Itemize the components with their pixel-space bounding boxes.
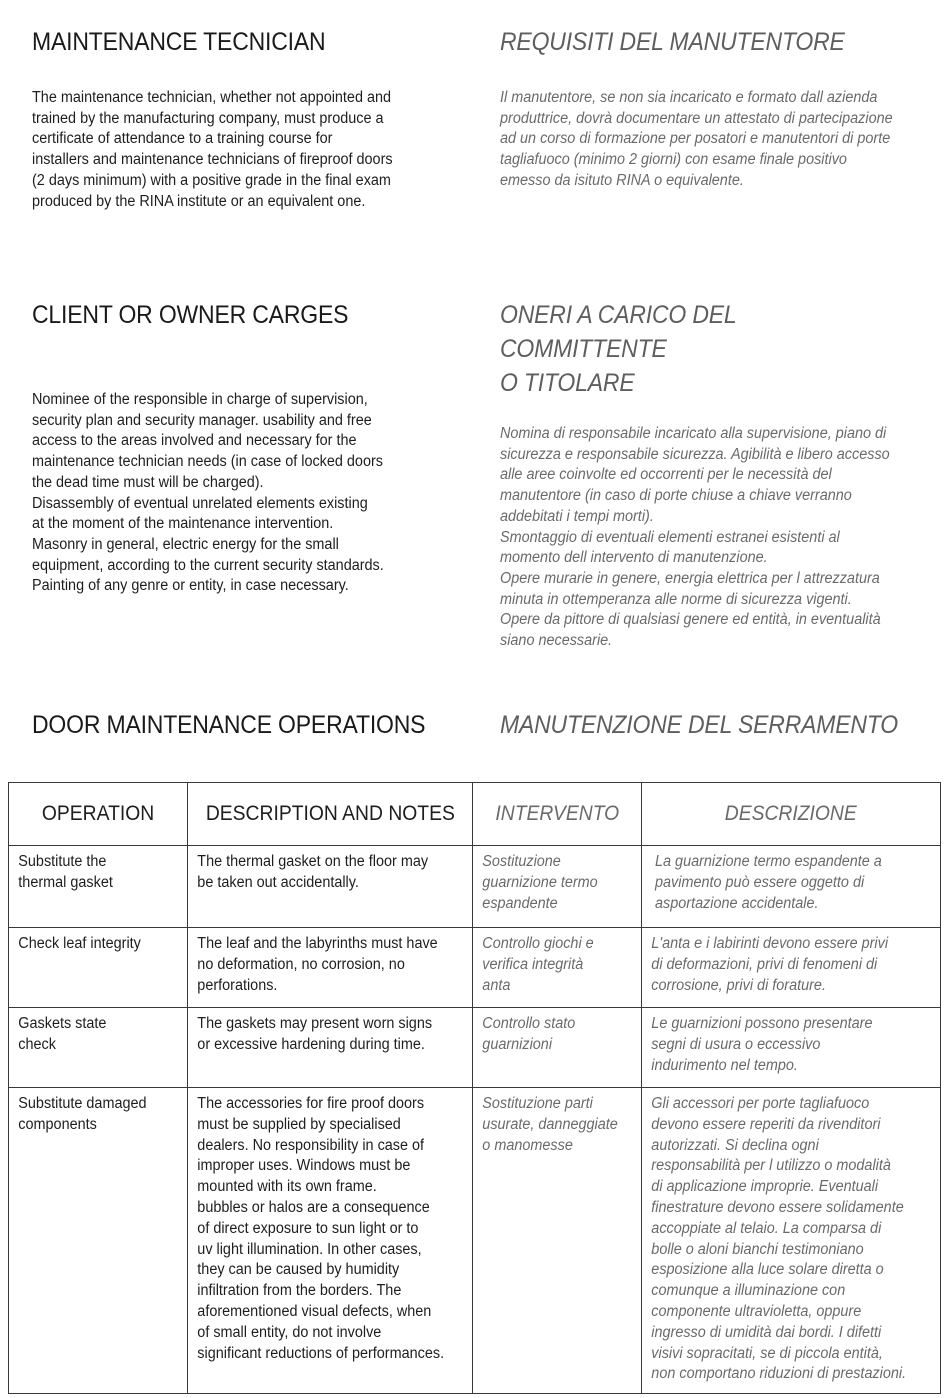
section-title: DOOR MAINTENANCE OPERATIONS bbox=[32, 711, 426, 739]
table-row bbox=[9, 846, 941, 928]
header-intervento: INTERVENTO bbox=[473, 783, 642, 846]
cell-intervento: Sostituzione parti usurate, danneggiate o manomesse bbox=[482, 1095, 618, 1154]
section-maintenance-technician-it bbox=[500, 25, 940, 192]
section-text: Il manutentore, se non sia incaricato e formato dall azienda produttrice, dovrà documentare un attestato di partecipazione ad un corso di formazione per posatori e manutentori di porte tagliafuoco (minimo 2 giorni) con esame finale positivo emesso da isituto RINA o equivalente. bbox=[500, 89, 893, 189]
maintenance-operations-table bbox=[8, 782, 941, 1394]
cell-operation: Check leaf integrity bbox=[18, 935, 141, 952]
cell-description: The gaskets may present worn signs or excessive hardening during time. bbox=[197, 1015, 433, 1053]
section-title: MANUTENZIONE DEL SERRAMENTO bbox=[500, 711, 899, 739]
section-title: CLIENT OR OWNER CARGES bbox=[32, 301, 349, 329]
section-title: ONERI A CARICO DEL COMMITTENTE O TITOLARE bbox=[500, 301, 737, 397]
header-operation: OPERATION bbox=[9, 783, 188, 846]
cell-operation: Substitute damaged components bbox=[18, 1095, 147, 1133]
table-row bbox=[9, 928, 941, 1008]
cell-intervento: Controllo stato guarnizioni bbox=[482, 1015, 576, 1053]
cell-operation: Substitute the thermal gasket bbox=[18, 853, 113, 891]
cell-operation: Gaskets state check bbox=[18, 1015, 107, 1053]
section-maintenance-technician-en bbox=[32, 25, 462, 212]
section-title: REQUISITI DEL MANUTENTORE bbox=[500, 28, 845, 56]
table-row bbox=[9, 1008, 941, 1088]
cell-intervento: Sostituzione guarnizione termo espandente bbox=[482, 853, 598, 912]
cell-description: The leaf and the labyrinths must have no deformation, no corrosion, no perforations. bbox=[197, 935, 438, 994]
cell-intervento: Controllo giochi e verifica integrità anta bbox=[482, 935, 594, 994]
section-text: Nominee of the responsible in charge of supervision, security plan and security manager. usability and free access to the areas involved and necessary for the maintenance technician needs (in case of locked doors the dead time must will be charged). Disassembly of eventual unrelated elements existing at the moment of the maintenance intervention. Masonry in general, electric energy for the small equipment, according to the current security standards. Painting of any genre or entity, in case necessary. bbox=[32, 391, 384, 595]
cell-description: The thermal gasket on the floor may be taken out accidentally. bbox=[197, 853, 429, 891]
cell-descrizione: La guarnizione termo espandente a pavimento può essere oggetto di asportazione accidentale. bbox=[655, 853, 882, 912]
cell-descrizione: Gli accessori per porte tagliafuoco devono essere reperiti da rivenditori autorizzati. Si declina ogni responsabilità per l utilizzo o modalità di applicazione improprie. Eventuali finestrature devono essere solidamente accoppiate al telaio. La comparsa di bolle o aloni bianchi testimoniano esposizione alla luce solare diretta o comunque a illuminazione con componente ultravioletta, oppure ingresso di umidità dai bordi. I difetti visivi sopracitati, se di piccola entità, non comportano riduzioni di prestazioni. bbox=[651, 1095, 907, 1383]
table-row bbox=[9, 1088, 941, 1394]
section-text: Nomina di responsabile incaricato alla supervisione, piano di sicurezza e responsabile sicurezza. Agibilità e libero accesso alle aree coinvolte ed occorrenti per le necessità del manutentore (in caso di porte chiuse a chiave verranno addebitati i tempi morti). Smontaggio di eventuali elementi estranei esistenti al momento dell intervento di manutenzione. Opere murarie in genere, energia elettrica per l attrezzatura minuta in ottemperanza alle norme di sicurezza vigenti. Opere da pittore di qualsiasi genere ed entità, in eventualità siano necessarie. bbox=[500, 425, 890, 650]
section-door-maintenance-it bbox=[500, 708, 940, 742]
cell-description: The accessories for fire proof doors must be supplied by specialised dealers. No responsibility in case of improper uses. Windows must be mounted with its own frame. bubbles or halos are a consequence of direct exposure to sun light or to uv light illumination. In other cases, they can be caused by humidity infiltration from the borders. The aforementioned visual defects, when of small entity, do not involve significant reductions of performances. bbox=[197, 1095, 445, 1362]
section-text: The maintenance technician, whether not appointed and trained by the manufacturing company, must produce a certificate of attendance to a training course for installers and maintenance technicians of fireproof doors (2 days minimum) with a positive grade in the final exam produced by the RINA institute or an equivalent one. bbox=[32, 89, 393, 210]
header-descrizione: DESCRIZIONE bbox=[642, 783, 941, 846]
section-door-maintenance-en bbox=[32, 708, 462, 742]
cell-descrizione: L'anta e i labirinti devono essere privi di deformazioni, privi di fenomeni di corrosione, privi di forature. bbox=[651, 935, 889, 994]
header-description-notes: DESCRIPTION AND NOTES bbox=[188, 783, 473, 846]
cell-descrizione: Le guarnizioni possono presentare segni di usura o eccessivo indurimento nel tempo. bbox=[651, 1015, 873, 1074]
section-client-charges-en bbox=[32, 298, 462, 597]
section-client-charges-it bbox=[500, 298, 940, 652]
section-title: MAINTENANCE TECNICIAN bbox=[32, 28, 326, 56]
table-header-row bbox=[9, 783, 941, 846]
